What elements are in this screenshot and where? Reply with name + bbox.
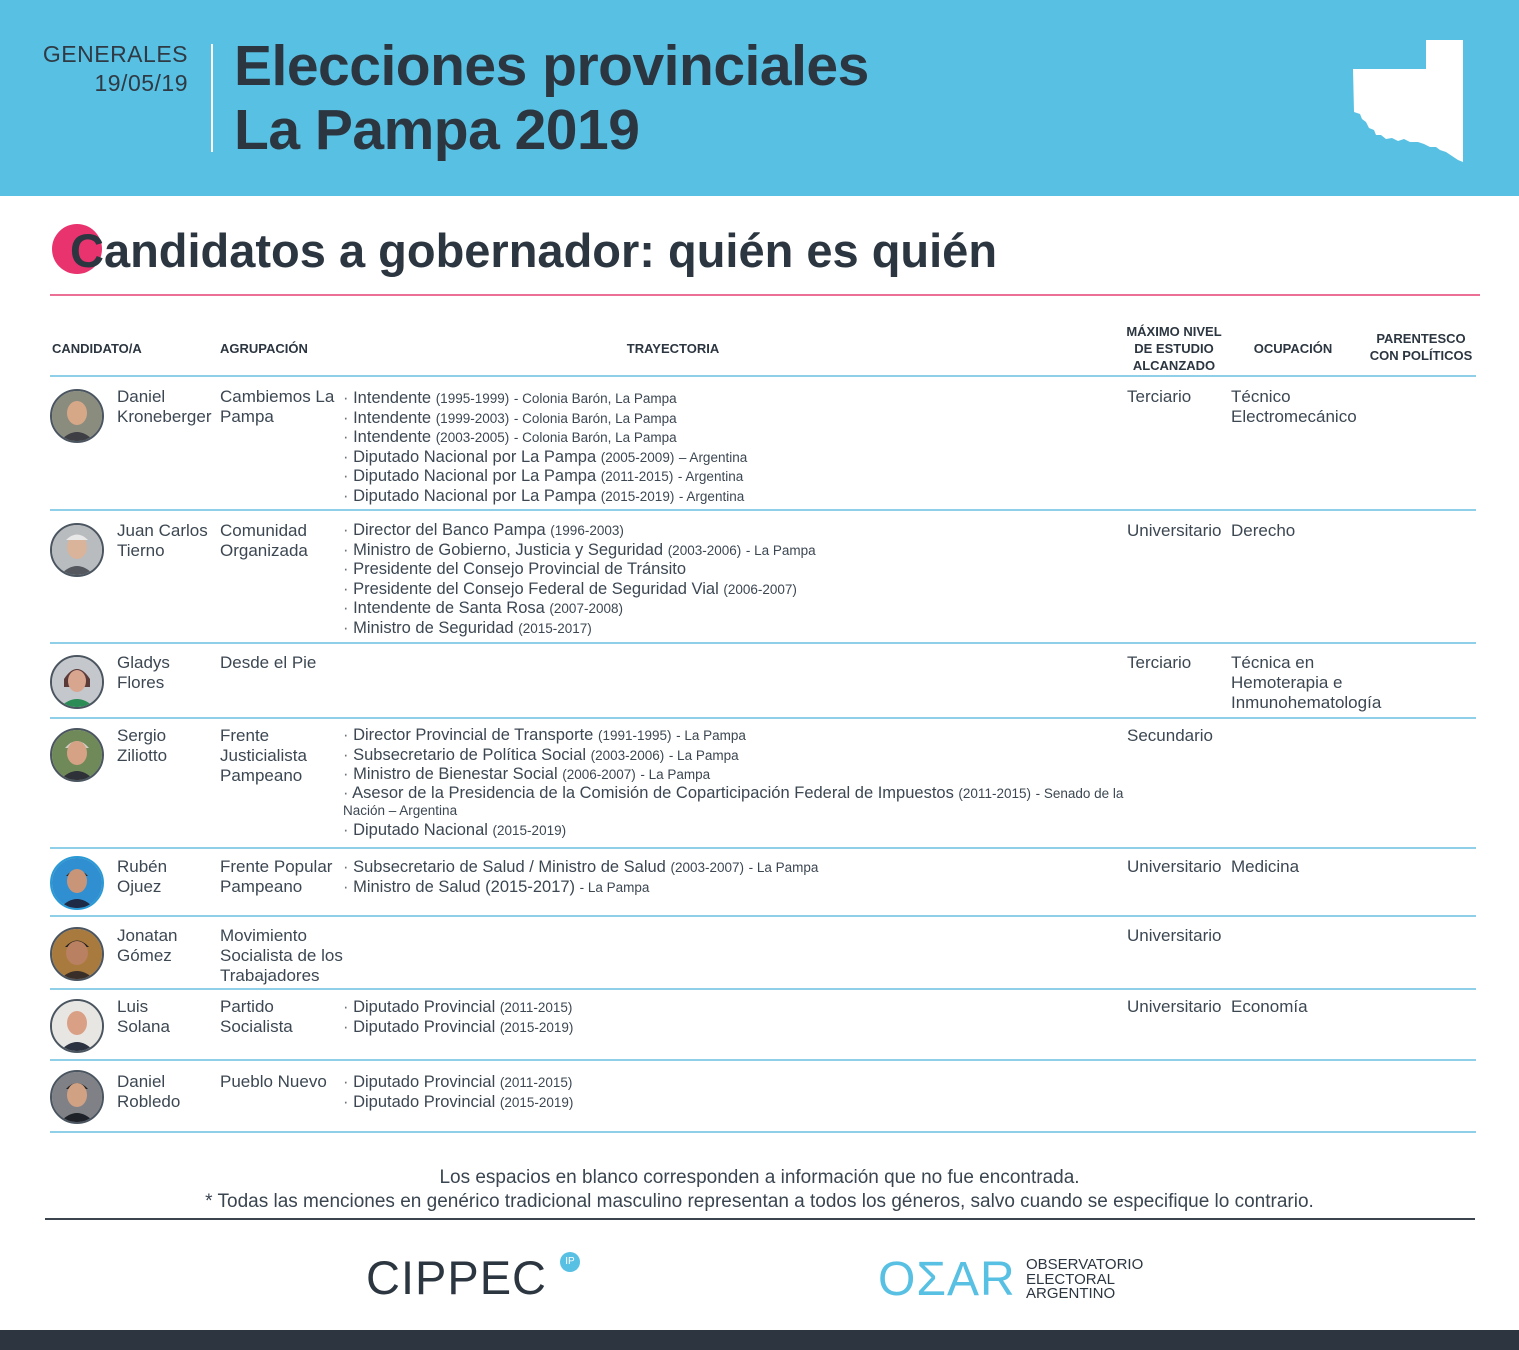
candidate-trajectory [343,521,1133,638]
col-header-relatives: PARENTESCO CON POLÍTICOS [1369,331,1473,363]
heading-divider [50,294,1480,296]
election-date: 19/05/19 [94,70,188,96]
trajectory-item: · Intendente de Santa Rosa (2007-2008) [343,599,1133,619]
trajectory-item: · Diputado Nacional por La Pampa (2011-2015) - Argentina [343,467,1133,487]
footnotes [0,1166,1519,1214]
section-title: Candidatos a gobernador: quién es quién [70,224,998,277]
candidate-row [50,917,1476,990]
trajectory-item: · Ministro de Bienestar Social (2006-2007) - La Pampa [343,765,1133,785]
trajectory-item: · Diputado Provincial (2015-2019) [343,1093,1133,1113]
trajectory-item: · Diputado Provincial (2015-2019) [343,1018,1133,1038]
candidate-row [50,644,1476,719]
la-pampa-province-map-icon [1350,38,1466,164]
candidate-trajectory [343,858,1133,897]
candidate-name: Daniel Kroneberger [117,387,212,426]
candidate-name: Sergio Ziliotto [117,726,168,765]
trajectory-item: · Diputado Nacional por La Pampa (2015-2019) - Argentina [343,487,1133,507]
candidate-education: Secundario [1127,726,1214,745]
footnote-blank-spaces: Los espacios en blanco corresponden a información que no fue encontrada. [439,1167,1080,1188]
candidate-row [50,511,1476,644]
trajectory-item: · Ministro de Gobierno, Justicia y Seguridad (2003-2006) - La Pampa [343,541,1133,561]
candidate-name: Luis Solana [117,997,170,1036]
candidate-photo-avatar [50,999,104,1053]
candidate-party: Desde el Pie [220,653,317,672]
candidate-name: Gladys Flores [117,653,170,692]
candidate-education: Terciario [1127,653,1192,672]
trajectory-item: · Asesor de la Presidencia de la Comisión de Coparticipación Federal de Impuestos (2011-2015) - Senado de la Nación – Argentina [343,785,1133,819]
trajectory-item: · Diputado Nacional por La Pampa (2005-2009) – Argentina [343,448,1133,468]
candidate-name: Rubén Ojuez [117,857,168,896]
candidate-name: Juan Carlos Tierno [117,521,208,560]
title-line-2: La Pampa 2019 [234,98,640,162]
candidate-occupation: Economía [1231,997,1308,1016]
candidate-party: Partido Socialista [220,997,293,1036]
header-banner [0,0,1519,196]
election-meta [30,40,188,98]
section-heading [52,220,1152,284]
candidate-photo-avatar [50,523,104,577]
col-header-trajectory: TRAYECTORIA [626,341,720,356]
candidate-photo-avatar [50,927,104,981]
candidate-party: Pueblo Nuevo [220,1072,327,1091]
trajectory-item: · Subsecretario de Salud / Ministro de Salud (2003-2007) - La Pampa [343,858,1133,878]
candidate-row [50,849,1476,917]
candidate-photo-avatar [50,389,104,443]
trajectory-item: · Presidente del Consejo Provincial de Tránsito [343,560,1133,580]
col-header-education: MÁXIMO NIVEL DE ESTUDIO ALCANZADO [1126,324,1222,373]
trajectory-item: · Ministro de Salud (2015-2017) - La Pampa [343,878,1133,898]
col-header-occupation: OCUPACIÓN [1253,341,1333,356]
trajectory-item: · Intendente (1995-1999) - Colonia Barón, La Pampa [343,389,1133,409]
candidate-party: Comunidad Organizada [220,521,308,560]
oear-logo: OΣAR OBSERVATORIO ELECTORAL ARGENTINO [878,1253,1144,1306]
candidate-party: Frente Popular Pampeano [220,857,333,896]
trajectory-item: · Intendente (1999-2003) - Colonia Barón, La Pampa [343,409,1133,429]
candidate-photo-avatar [50,1070,104,1124]
candidate-trajectory [343,998,1133,1037]
candidate-occupation: Técnica en Hemoterapia e Inmunohematología [1231,653,1382,712]
cippec-logo: CIPPEC IP [366,1250,586,1306]
trajectory-item: · Director del Banco Pampa (1996-2003) [343,521,1133,541]
candidate-row [50,719,1476,849]
footnote-gender: * Todas las menciones en genérico tradicional masculino representan a todos los géneros, salvo cuando se especifique lo contrario. [205,1191,1314,1212]
trajectory-item: · Subsecretario de Política Social (2003-2006) - La Pampa [343,746,1133,766]
col-header-candidate: CANDIDATO/A [52,341,142,356]
candidate-party: Cambiemos La Pampa [220,387,335,426]
candidate-party: Movimiento Socialista de los Trabajadores [220,926,343,985]
trajectory-item: · Ministro de Seguridad (2015-2017) [343,619,1133,639]
candidate-education: Universitario [1127,997,1222,1016]
candidate-trajectory [343,389,1133,506]
candidate-education: Universitario [1127,926,1222,945]
candidate-name: Jonatan Gómez [117,926,178,965]
candidate-education: Terciario [1127,387,1192,406]
trajectory-item: · Diputado Provincial (2011-2015) [343,1073,1133,1093]
candidate-occupation: Medicina [1231,857,1300,876]
header-divider [211,44,213,152]
candidate-photo-avatar [50,856,104,910]
col-header-party: AGRUPACIÓN [220,341,308,356]
trajectory-item: · Diputado Nacional (2015-2019) [343,821,1133,841]
page-title [234,34,869,162]
bottom-bar [0,1330,1519,1350]
cippec-badge-icon: IP [560,1252,580,1272]
candidate-trajectory [343,726,1133,840]
election-type: GENERALES [42,41,188,67]
candidate-name: Daniel Robledo [117,1072,181,1111]
footer-divider [45,1218,1475,1220]
candidate-party: Frente Justicialista Pampeano [220,726,307,785]
candidate-row [50,1061,1476,1133]
candidate-education: Universitario [1127,521,1222,540]
candidate-occupation: Técnico Electromecánico [1231,387,1357,426]
title-line-1: Elecciones provinciales [234,34,869,98]
trajectory-item: · Presidente del Consejo Federal de Seguridad Vial (2006-2007) [343,580,1133,600]
candidate-row [50,377,1476,511]
trajectory-item: · Intendente (2003-2005) - Colonia Barón, La Pampa [343,428,1133,448]
trajectory-item: · Diputado Provincial (2011-2015) [343,998,1133,1018]
trajectory-item: · Director Provincial de Transporte (1991-1995) - La Pampa [343,726,1133,746]
candidate-row [50,990,1476,1061]
candidate-photo-avatar [50,655,104,709]
candidate-photo-avatar [50,728,104,782]
candidate-occupation: Derecho [1231,521,1296,540]
candidate-trajectory [343,1073,1133,1112]
candidate-education: Universitario [1127,857,1222,876]
